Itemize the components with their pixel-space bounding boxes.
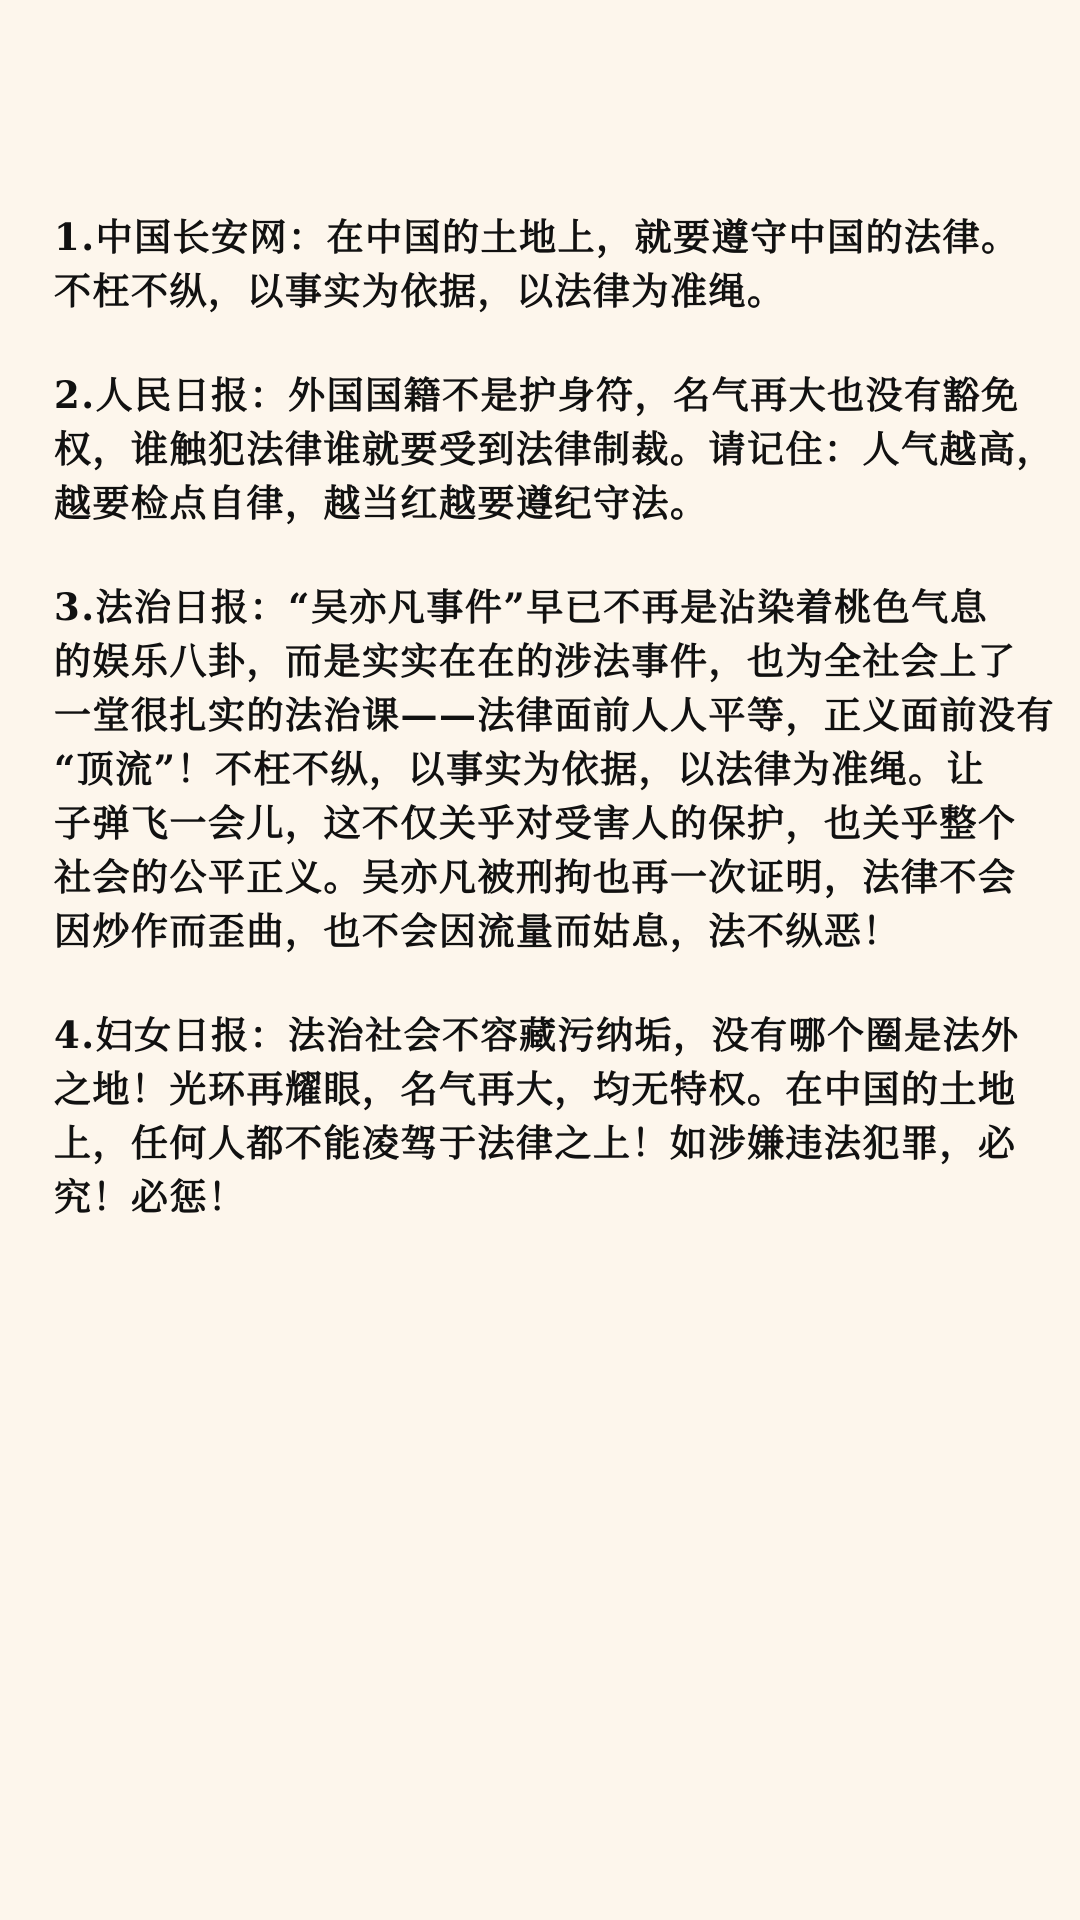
paragraph-womens-daily: [54, 1008, 1034, 1224]
text-line: 一堂很扎实的法治课——法律面前人人平等，正义面前没有: [54, 693, 1055, 737]
paragraph-chinapeace: [54, 210, 1034, 318]
text-line: 3.法治日报：“吴亦凡事件”早已不再是沾染着桃色气息: [54, 585, 989, 629]
text-line: 不枉不纵，以事实为依据，以法律为准绳。: [54, 269, 786, 313]
text-line: 上，任何人都不能凌驾于法律之上！如涉嫌违法犯罪，必: [54, 1121, 1017, 1165]
text-line: 究！必惩！: [54, 1175, 247, 1219]
text-line: 子弹飞一会儿，这不仅关乎对受害人的保护，也关乎整个: [54, 801, 1017, 845]
text-line: 因炒作而歪曲，也不会因流量而姑息，法不纵恶！: [54, 909, 901, 953]
paragraph-peoples-daily: [54, 368, 1055, 530]
text-line: “顶流”！不枉不纵，以事实为依据，以法律为准绳。让: [54, 747, 986, 791]
article-body: [54, 210, 1055, 1274]
text-line: 之地！光环再耀眼，名气再大，均无特权。在中国的土地: [54, 1067, 1017, 1111]
text-line: 的娱乐八卦，而是实实在在的涉法事件，也为全社会上了: [54, 639, 1017, 683]
text-line: 越要检点自律，越当红越要遵纪守法。: [54, 481, 709, 525]
text-line: 4.妇女日报：法治社会不容藏污纳垢，没有哪个圈是法外: [54, 1013, 1020, 1057]
text-line: 1.中国长安网：在中国的土地上，就要遵守中国的法律。: [54, 215, 1020, 259]
text-line: 权，谁触犯法律谁就要受到法律制裁。请记住：人气越高，: [54, 427, 1055, 471]
text-line: 社会的公平正义。吴亦凡被刑拘也再一次证明，法律不会: [54, 855, 1017, 899]
text-line: 2.人民日报：外国国籍不是护身符，名气再大也没有豁免: [54, 373, 1020, 417]
paragraph-legal-daily: [54, 580, 1055, 958]
